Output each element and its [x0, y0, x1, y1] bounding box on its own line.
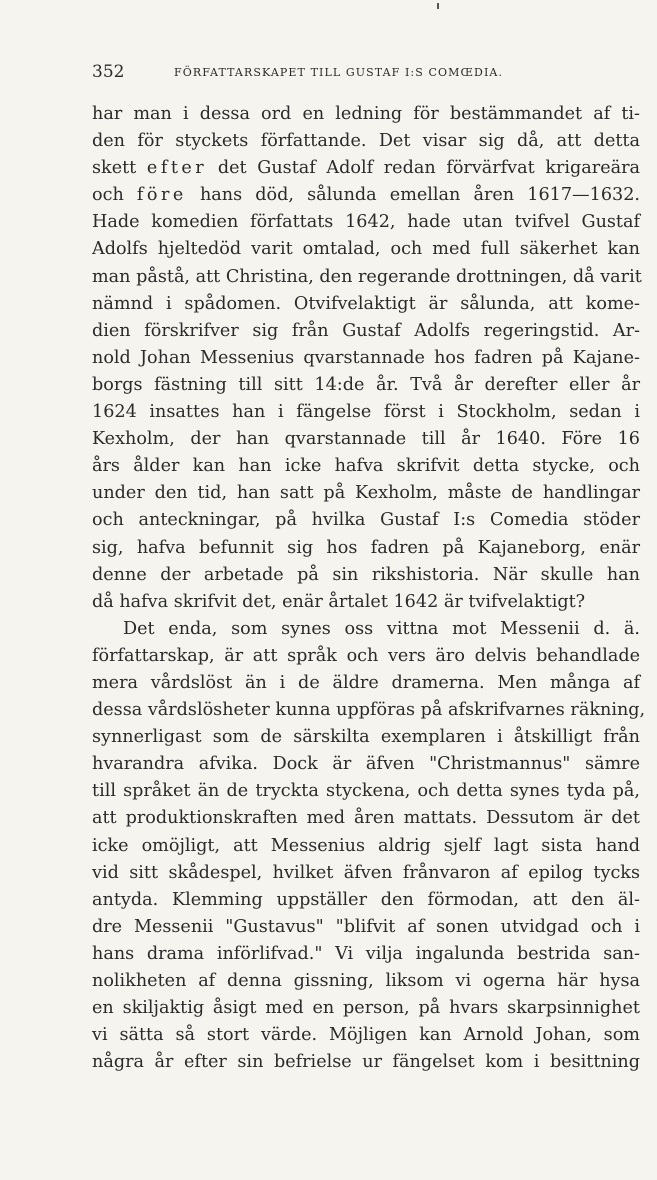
text-line: [92, 453, 640, 480]
text-segment: och: [92, 185, 137, 206]
text-line: [92, 751, 640, 778]
text-segment: det Gustaf Adolf redan förvärfvat krigareära: [207, 158, 640, 179]
text-segment: Det enda, som synes oss vittna mot Messenii d. ä.: [123, 618, 640, 639]
text-line: [92, 182, 640, 209]
text-segment: dre Messenii "Gustavus" "blifvit af sonen utvidgad och i: [92, 916, 640, 937]
text-line: [92, 968, 640, 995]
text-line: [92, 291, 640, 318]
text-line: [92, 1049, 640, 1076]
page-number: 352: [92, 62, 125, 82]
text-line: [92, 724, 640, 751]
running-title: FÖRFATTARSKAPET TILL GUSTAF I:S COMŒDIA.: [174, 66, 504, 79]
text-line: [92, 535, 640, 562]
text-segment: 1624 insattes han i fängelse först i Stockholm, sedan i: [92, 402, 640, 423]
text-segment: en skiljaktig åsigt med en person, på hvars skarpsinnighet: [92, 998, 640, 1019]
text-line: [92, 426, 640, 453]
text-line: [92, 860, 640, 887]
text-line: [92, 318, 640, 345]
text-segment: och anteckningar, på hvilka Gustaf I:s Comedia stöder: [92, 510, 640, 531]
text-segment: under den tid, han satt på Kexholm, måste de handlingar: [92, 483, 640, 504]
text-line: [92, 372, 640, 399]
scan-mark: [437, 3, 439, 9]
text-segment: dessa vårdslösheter kunna uppföras på afskrifvarnes räkning,: [92, 700, 646, 721]
text-segment: nämnd i spådomen. Otvifvelaktigt är sålunda, att kome-: [92, 293, 640, 314]
text-line: [92, 399, 640, 426]
text-segment: den för styckets författande. Det visar sig då, att detta: [92, 131, 640, 152]
text-line: [92, 562, 640, 589]
text-line: [92, 101, 640, 128]
body-text: [92, 101, 646, 1076]
text-line: [92, 155, 640, 182]
text-line: [92, 616, 640, 643]
text-segment: skett: [92, 158, 147, 179]
text-segment: några år efter sin befrielse ur fängelset kom i besittning: [92, 1052, 640, 1073]
text-segment: hans död, sålunda emellan åren 1617—1632.: [186, 185, 640, 206]
text-segment: mera vårdslöst än i de äldre dramerna. Men många af: [92, 672, 640, 693]
text-segment: nold Johan Messenius qvarstannade hos fadren på Kajane-: [92, 347, 640, 368]
text-segment: denne der arbetade på sin rikshistoria. När skulle han: [92, 564, 640, 585]
spaced-emphasis: efter: [146, 158, 208, 179]
text-segment: antyda. Klemming uppställer den förmodan, att den äl-: [92, 889, 640, 910]
text-line: [92, 697, 646, 724]
text-line: [92, 805, 640, 832]
text-segment: man påstå, att Christina, den regerande drottningen, då varit: [92, 266, 642, 287]
text-segment: Adolfs hjeltedöd varit omtalad, och med full säkerhet kan: [92, 239, 640, 260]
text-segment: icke omöjligt, att Messenius aldrig sjelf lagt sista hand: [92, 835, 640, 856]
text-segment: borgs fästning till sitt 14:de år. Två år derefter eller år: [92, 374, 640, 395]
text-line: [92, 345, 640, 372]
text-line: [92, 236, 640, 263]
spaced-emphasis: före: [136, 185, 187, 206]
text-line: [92, 914, 640, 941]
text-line: [92, 1022, 640, 1049]
text-segment: synnerligast som de särskilta exemplaren i åtskilligt från: [92, 727, 640, 748]
text-segment: hvarandra afvika. Dock är äfven "Christmannus" sämre: [92, 754, 640, 775]
text-segment: då hafva skrifvit det, enär årtalet 1642 är tvifvelaktigt?: [92, 591, 586, 612]
text-line: [92, 480, 640, 507]
text-segment: sig, hafva befunnit sig hos fadren på Kajaneborg, enär: [92, 537, 640, 558]
text-segment: att produktionskraften med åren mattats. Dessutom är det: [92, 808, 640, 829]
text-line: [92, 209, 640, 236]
text-segment: års ålder kan han icke hafva skrifvit detta stycke, och: [92, 456, 640, 477]
text-segment: Kexholm, der han qvarstannade till år 1640. Före 16: [92, 429, 640, 450]
text-line: [92, 670, 640, 697]
text-line: [92, 507, 640, 534]
text-line: [92, 941, 640, 968]
text-line: [92, 995, 640, 1022]
text-segment: till språket än de tryckta styckena, och detta synes tyda på,: [92, 781, 640, 802]
text-line: [92, 887, 640, 914]
text-segment: hans drama införlifvad." Vi vilja ingalunda bestrida san-: [92, 943, 640, 964]
running-header: [92, 62, 562, 84]
text-line: [92, 589, 640, 616]
text-segment: vid sitt skådespel, hvilket äfven frånvaron af epilog tycks: [92, 862, 640, 883]
text-segment: vi sätta så stort värde. Möjligen kan Arnold Johan, som: [92, 1025, 640, 1046]
text-segment: har man i dessa ord en ledning för bestämmandet af ti-: [92, 104, 640, 124]
text-line: [92, 833, 640, 860]
text-segment: författarskap, är att språk och vers äro delvis behandlade: [92, 645, 640, 666]
text-segment: nolikheten af denna gissning, liksom vi ogerna här hysa: [92, 971, 640, 991]
text-segment: Hade komedien författats 1642, hade utan tvifvel Gustaf: [92, 212, 640, 233]
text-line: [92, 643, 640, 670]
text-line: [92, 128, 640, 155]
text-line: [92, 264, 640, 291]
text-segment: dien förskrifver sig från Gustaf Adolfs regeringstid. Ar-: [92, 320, 640, 341]
text-line: [92, 778, 640, 805]
